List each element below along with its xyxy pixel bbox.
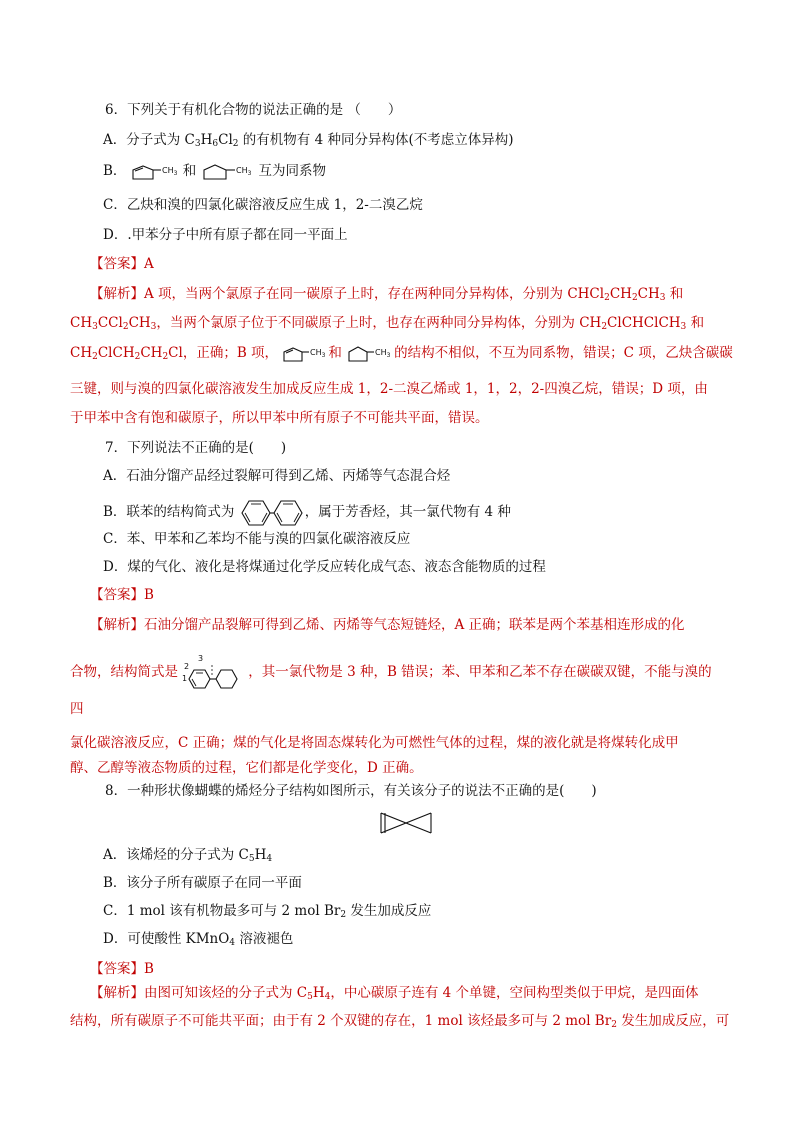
- cyclopentane-structure: [346, 345, 394, 363]
- q7-option-a: A．石油分馏产品经过裂解可得到乙烯、丙烯等气态混合烃: [103, 468, 451, 484]
- butterfly-alkene-structure: [378, 811, 434, 835]
- q6-option-c: C．乙炔和溴的四氯化碳溶液反应生成 1，2-二溴乙烷: [103, 197, 423, 213]
- numbered-biphenyl-structure: [182, 653, 248, 693]
- q6-explanation-line2: $CH_3CCl_2CH_3$，当两个氯原子位于不同碳原子上时，也存在两种同分异构体，分别为 $CH_2ClCHClCH_3$ 和: [70, 315, 705, 332]
- q7-explanation-line3: 四: [70, 701, 84, 717]
- ch3-label: $CH_3$: [310, 347, 326, 359]
- q7-stem: 7．下列说法不正确的是( ): [105, 440, 287, 456]
- svg-text:3: 3: [198, 653, 204, 663]
- cyclobutene-structure: [131, 163, 183, 181]
- svg-text:2: 2: [184, 661, 190, 671]
- q6-explanation-line5: 于甲苯中含有饱和碳原子，所以甲苯中所有原子不可能共平面，错误。: [70, 410, 489, 426]
- ch3-label: $CH_3$: [161, 165, 178, 177]
- cyclobutene-structure: [282, 345, 328, 363]
- q6-explanation-line1: 【解析】A 项，当两个氯原子在同一碳原子上时，存在两种同分异构体，分别为 $CHCl_2CH_2CH_3$ 和: [90, 286, 684, 303]
- q7-option-c: C．苯、甲苯和乙苯均不能与溴的四氯化碳溶液反应: [103, 531, 411, 547]
- q8-explanation-line1: 【解析】由图可知该烃的分子式为 $C_5H_4$，中心碳原子连有 4 个单键，空间构型类似于甲烷，是四面体: [90, 985, 699, 1002]
- ch3-label: $CH_3$: [235, 165, 251, 177]
- q7-explanation-line2: 合物，结构简式是 1 2 3 ，其一氯代物是 3 种，B 错误；苯、甲苯和乙苯不存在碳碳双键，不能与溴的: [70, 652, 712, 693]
- q7-answer: 【答案】B: [90, 587, 154, 603]
- q6-option-a: A．分子式为 $C_3H_6Cl_2$ 的有机物有 4 种同分异构体(不考虑立体异构): [103, 132, 514, 149]
- q8-option-c: C．1 mol 该有机物最多可与 2 mol $Br_2$ 发生加成反应: [103, 903, 432, 920]
- q7-explanation-line4: 氯化碳溶液反应，C 正确；煤的气化是将固态煤转化为可燃性气体的过程，煤的液化就是将煤转化成甲: [70, 735, 679, 751]
- ch3-label: $CH_3$: [375, 347, 391, 359]
- q8-explanation-line2: 结构，所有碳原子不可能共平面；由于有 2 个双键的存在，1 mol 该烃最多可与 2 mol $Br_2$ 发生加成反应，可: [70, 1013, 730, 1030]
- biphenyl-structure: [239, 496, 305, 530]
- q6-answer: 【答案】A: [90, 256, 154, 272]
- q8-option-d: D．可使酸性 KMnO$_4$ 溶液褪色: [103, 931, 294, 948]
- q6-explanation-line3: $CH_2ClCH_2CH_2Cl$，正确；B 项， $CH_3$ 和 $CH_3$ 的结构不相似，不互为同系物，错误；C 项，乙炔含碳碳: [70, 345, 733, 362]
- q7-option-d: D．煤的气化、液化是将煤通过化学反应转化成气态、液态含能物质的过程: [103, 559, 546, 575]
- q6-stem: 6．下列关于有机化合物的说法正确的是 （ ）: [105, 102, 402, 118]
- q6-option-d: D．.甲苯分子中所有原子都在同一平面上: [103, 227, 348, 243]
- q8-option-a: A．该烯烃的分子式为 $C_5H_4$: [103, 847, 273, 864]
- q8-option-b: B．该分子所有碳原子在同一平面: [103, 875, 302, 891]
- q6-option-b: B． $CH_3$ 和 $CH_3$ 互为同系物: [103, 163, 327, 179]
- cyclopentane-structure: [201, 163, 259, 181]
- q7-explanation-line5: 醇、乙醇等液态物质的过程，它们都是化学变化，D 正确。: [70, 760, 423, 776]
- q7-explanation-line1: 【解析】石油分馏产品裂解可得到乙烯、丙烯等气态短链烃，A 正确；联苯是两个苯基相连形成的化: [90, 617, 685, 633]
- q6-explanation-line4: 三键，则与溴的四氯化碳溶液发生加成反应生成 1，2-二溴乙烯或 1，1，2，2-四溴乙烷，错误；D 项，由: [70, 381, 708, 397]
- q8-answer: 【答案】B: [90, 961, 154, 977]
- q8-stem: 8．一种形状像蝴蝶的烯烃分子结构如图所示，有关该分子的说法不正确的是( ): [105, 783, 597, 799]
- q7-option-b: B．联苯的结构简式为 ，属于芳香烃，其一氯代物有 4 种: [103, 495, 511, 530]
- svg-text:1: 1: [182, 673, 188, 683]
